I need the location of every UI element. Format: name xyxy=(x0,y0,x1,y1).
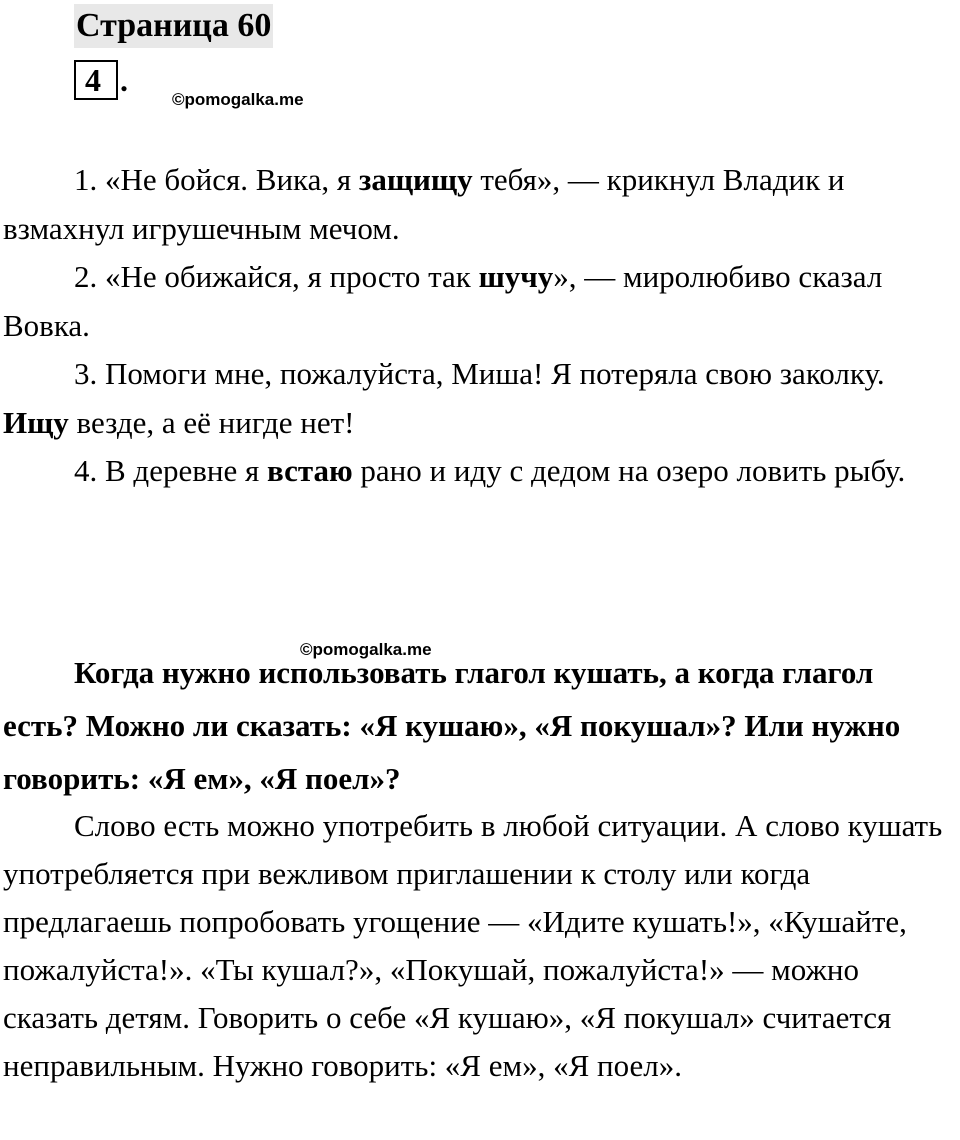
task-number-box xyxy=(74,60,118,100)
answers-list xyxy=(3,156,953,496)
highlighted-verb: Ищу xyxy=(3,404,69,440)
highlighted-verb: шучу xyxy=(478,259,554,294)
answer-item: 2. «Не обижайся, я просто так шучу», — миролюбиво сказал Вовка. xyxy=(3,259,883,343)
question-text: Когда нужно использовать глагол кушать, а когда глагол есть? Можно ли сказать: «Я кушаю», «Я покушал»? Или нужно говорить: «Я ем», «Я поел»? xyxy=(3,655,901,796)
question-block xyxy=(3,646,953,805)
highlighted-verb: защищу xyxy=(358,162,473,197)
task-number: 4 xyxy=(85,62,101,98)
page-title: Страница 60 xyxy=(74,4,273,48)
task-number-dot: . xyxy=(120,62,128,98)
highlighted-verb: встаю xyxy=(266,453,353,488)
answer-item: 3. Помоги мне, пожалуйста, Миша! Я потеряла свою заколку. Ищу везде, а её нигде нет! xyxy=(3,356,885,440)
watermark: ©pomogalka.me xyxy=(172,90,304,109)
explanation-text: Слово есть можно употребить в любой ситуации. А слово кушать употребляется при вежливом приглашении к столу или когда предлагаешь попробовать угощение — «Идите кушать!», «Кушайте, пожалуйста!». «Ты кушал?», «Покушай, пожалуйста!» — можно сказать детям. Говорить о себе «Я кушаю», «Я покушал» считается неправильным. Нужно говорить: «Я ем», «Я поел». xyxy=(3,808,943,1083)
watermark-2: ©pomogalka.me xyxy=(300,640,432,659)
answer-item: 1. «Не бойся. Вика, я защищу тебя», — крикнул Владик и взмахнул игрушечным мечом. xyxy=(3,162,845,246)
answer-item: 4. В деревне я встаю рано и иду с дедом на озеро ловить рыбу. xyxy=(74,453,906,488)
explanation-block xyxy=(3,802,953,1090)
